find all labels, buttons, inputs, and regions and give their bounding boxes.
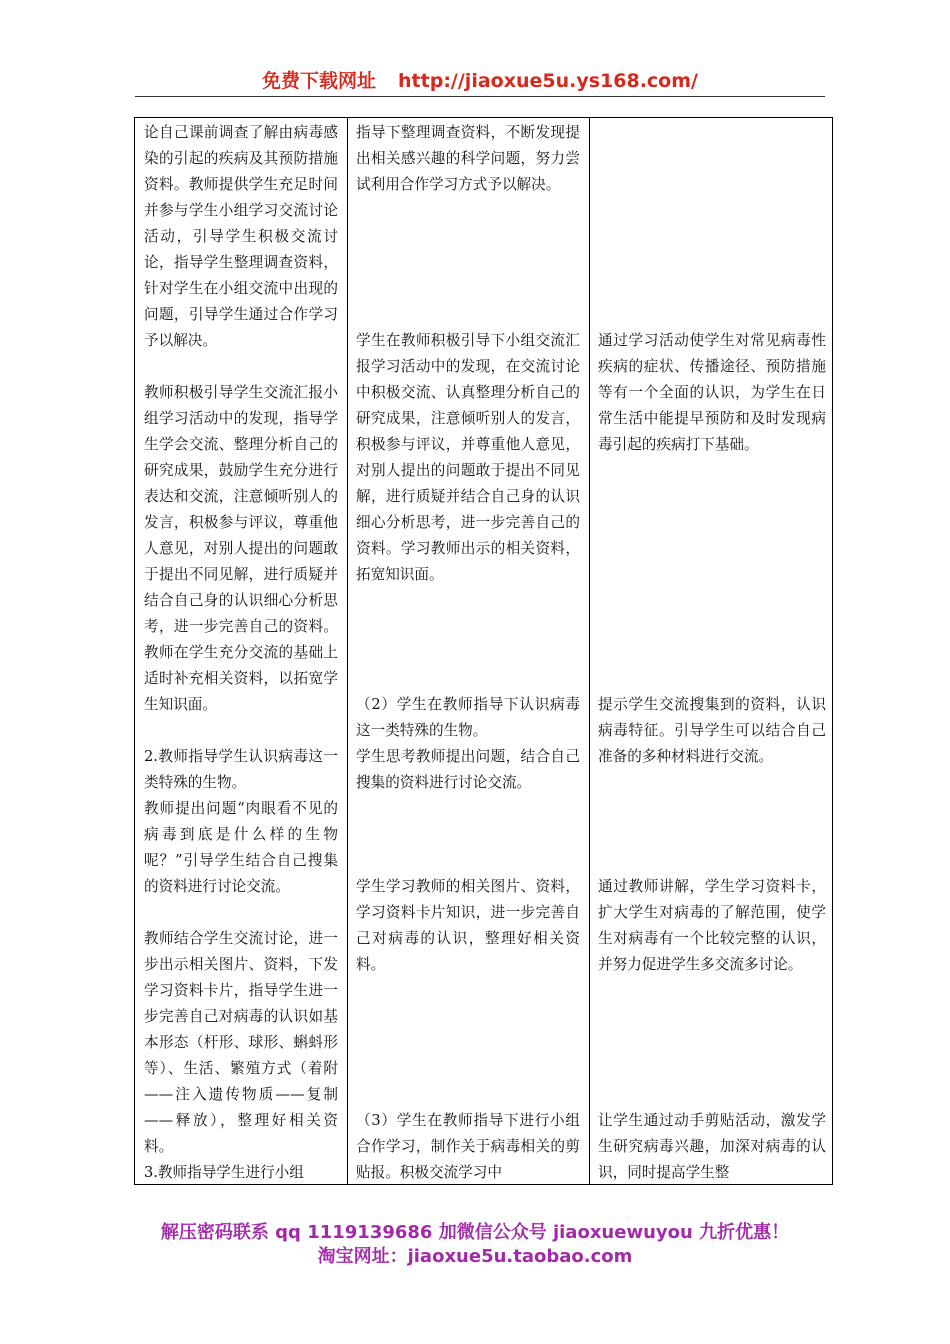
teacher-activity-paragraph: 3.教师指导学生进行小组	[144, 1164, 304, 1181]
student-activity-paragraph: 学生学习教师的相关图片、资料，学习资料卡片知识，进一步完善自己对病毒的认识，整理好相关资料。	[356, 878, 580, 973]
footer-contact-line: 解压密码联系 qq 1119139686 加微信公众号 jiaoxuewuyou 九折优惠！	[160, 1222, 790, 1243]
header-label: 免费下载网址	[262, 70, 377, 92]
column-divider-1	[347, 118, 348, 1184]
teacher-activity-paragraph: 2.教师指导学生认识病毒这一类特殊的生物。	[144, 748, 338, 791]
footer-taobao-link[interactable]: 淘宝网址：jiaoxue5u.taobao.com	[317, 1246, 633, 1267]
teacher-activity-paragraph: 教师提出问题“肉眼看不见的病毒到底是什么样的生物呢？”引导学生结合自己搜集的资料进行讨论交流。	[144, 800, 338, 895]
student-activity-paragraph: （2）学生在教师指导下认识病毒这一类特殊的生物。	[356, 696, 580, 739]
student-activity-paragraph: （3）学生在教师指导下进行小组合作学习，制作关于病毒相关的剪贴报。积极交流学习中	[356, 1112, 580, 1181]
header-url-link[interactable]: http://jiaoxue5u.ys168.com/	[398, 70, 698, 92]
design-intent-paragraph: 通过学习活动使学生对常见病毒性疾病的症状、传播途径、预防措施等有一个全面的认识，为学生在日常生活中能提早预防和及时发现病毒引起的疾病打下基础。	[598, 332, 826, 453]
design-intent-paragraph: 提示学生交流搜集到的资料，认识病毒特征。引导学生可以结合自己准备的多种材料进行交流。	[598, 696, 826, 765]
design-intent-paragraph: 让学生通过动手剪贴活动，激发学生研究病毒兴趣，加深对病毒的认识，同时提高学生整	[598, 1112, 826, 1181]
student-activity-paragraph: 学生在教师积极引导下小组交流汇报学习活动中的发现，在交流讨论中积极交流、认真整理分析自己的研究成果，注意倾听别人的发言，积极参与评议，并尊重他人意见，对别人提出的问题敢于提出不同见解，进行质疑并结合自己身的认识细心分析思考，进一步完善自己的资料。学习教师出示的相关资料，拓宽知识面。	[356, 332, 580, 583]
page-header	[135, 66, 825, 97]
teacher-activity-paragraph: 教师积极引导学生交流汇报小组学习活动中的发现，指导学生学会交流、整理分析自己的研究成果，鼓励学生充分进行表达和交流，注意倾听别人的发言，积极参与评议，尊重他人意见，对别人提出的问题敢于提出不同见解，进行质疑并结合自己身的认识细心分析思考，进一步完善自己的资料。教师在学生充分交流的基础上适时补充相关资料，以拓宽学生知识面。	[144, 384, 338, 713]
design-intent-paragraph: 通过教师讲解，学生学习资料卡，扩大学生对病毒的了解范围，使学生对病毒有一个比较完整的认识，并努力促进学生多交流多讨论。	[598, 878, 826, 973]
lesson-table	[134, 117, 833, 1185]
student-activity-paragraph: 指导下整理调查资料，不断发现提出相关感兴趣的科学问题，努力尝试利用合作学习方式予以解决。	[356, 124, 580, 193]
teacher-activity-paragraph: 教师结合学生交流讨论，进一步出示相关图片、资料，下发学习资料卡片，指导学生进一步完善自己对病毒的认识如基本形态（杆形、球形、蝌蚪形等）、生活、繁殖方式（着附——注入遗传物质——复制——释放），整理好相关资料。	[144, 930, 338, 1155]
teacher-activity-paragraph: 论自己课前调查了解由病毒感染的引起的疾病及其预防措施资料。教师提供学生充足时间并参与学生小组学习交流讨论活动，引导学生积极交流讨论，指导学生整理调查资料，针对学生在小组交流中出现的问题，引导学生通过合作学习予以解决。	[144, 124, 338, 349]
student-activity-paragraph: 学生思考教师提出问题，结合自己搜集的资料进行讨论交流。	[356, 748, 580, 791]
column-divider-2	[589, 118, 590, 1184]
